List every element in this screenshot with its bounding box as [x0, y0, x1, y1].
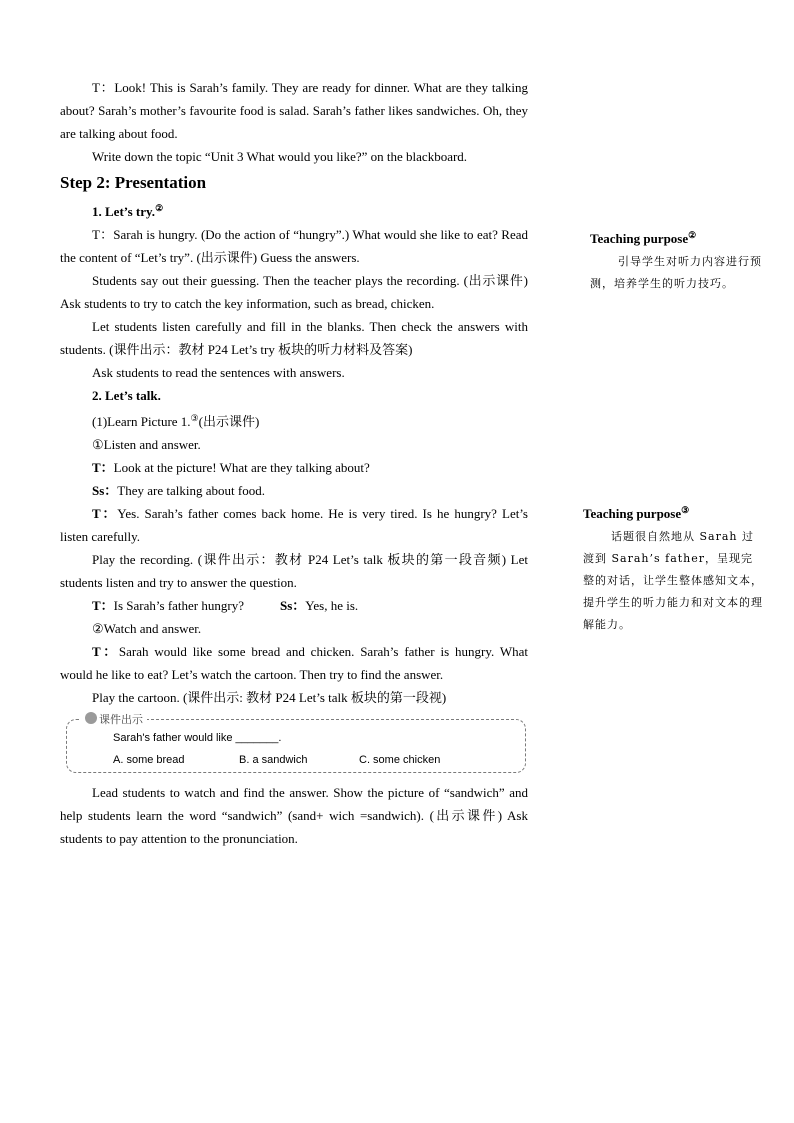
sidenote-title: Teaching purpose③	[583, 505, 690, 521]
try-paragraph-2: Students say out their guessing. Then the teacher plays the recording. (出示课件) Ask students to try to catch the key information, such as bread, chicken.	[60, 273, 528, 311]
lets-try-heading: 1. Let’s try.②	[92, 203, 164, 219]
sidenote-teaching-purpose-3	[583, 505, 763, 636]
footnote-mark-3: ③	[190, 413, 199, 423]
lets-talk-heading: 2. Let’s talk.	[92, 388, 161, 403]
dialogue-t2: T：Yes. Sarah’s father comes back home. He is very tired. Is he hungry? Let’s listen carefully.	[60, 506, 528, 544]
dialogue-ss1: Ss：They are talking about food.	[92, 483, 265, 498]
intro-paragraph-1: T：Look! This is Sarah’s family. They are ready for dinner. What are they talking about? Sarah’s mother’s favourite food is salad. Sarah’s father likes sandwiches. Oh, they are talking about food.	[60, 80, 528, 141]
dialogue-t4: T：Sarah would like some bread and chicken. Sarah’s father is hungry. What would he like to eat? Let’s watch the cartoon. Then try to find the answer.	[60, 644, 529, 682]
courseware-options	[113, 754, 440, 766]
sidenote-title: Teaching purpose②	[590, 230, 697, 246]
courseware-box	[66, 713, 526, 773]
option-b: B. a sandwich	[239, 754, 308, 766]
lead-paragraph: Lead students to watch and find the answer. Show the picture of “sandwich” and help students learn the word “sandwich” (sand+ wich =sandwich). (出示课件) Ask students to pay attention to the pronunciation.	[60, 785, 528, 846]
intro-paragraph-2: Write down the topic “Unit 3 What would you like?” on the blackboard.	[92, 149, 468, 164]
listen-answer-line: ①Listen and answer.	[92, 437, 201, 452]
footnote-mark-2: ②	[155, 203, 164, 213]
courseware-question: Sarah's father would like _______.	[113, 732, 282, 744]
dialogue-t1: T：Look at the picture! What are they talking about?	[92, 460, 370, 475]
play-cartoon-paragraph: Play the cartoon. (课件出示: 教材 P24 Let’s talk 板块的第一段视)	[92, 690, 447, 705]
option-c: C. some chicken	[359, 754, 441, 766]
bullet-circle-icon	[85, 712, 97, 724]
sidenote-text: 引导学生对听力内容进行预测，培养学生的听力技巧。	[590, 255, 762, 290]
watch-answer-line: ②Watch and answer.	[92, 621, 202, 636]
try-paragraph-1: T：Sarah is hungry. (Do the action of “hungry”.) What would she like to eat? Read the content of “Let’s try”. (出示课件) Guess the answers.	[60, 227, 528, 265]
try-paragraph-3: Let students listen carefully and fill in the blanks. Then check the answers with students. (课件出示：教材 P24 Let’s try 板块的听力材料及答案)	[60, 319, 528, 357]
play-recording-paragraph: Play the recording. (课件出示：教材 P24 Let’s talk 板块的第一段音频) Let students listen and try to answer the question.	[60, 552, 528, 590]
try-paragraph-4: Ask students to read the sentences with answers.	[92, 365, 345, 380]
learn-picture-line: (1)Learn Picture 1.③(出示课件)	[92, 413, 260, 429]
option-a: A. some bread	[113, 754, 185, 766]
main-column	[60, 76, 528, 850]
sidenote-text: 话题很自然地从 Sarah 过渡到 Sarah’s father，呈现完整的对话，让学生整体感知文本，提升学生的听力能力和对文本的理解能力。	[583, 530, 763, 631]
step-2-heading: Step 2: Presentation	[60, 173, 207, 192]
sidenote-teaching-purpose-2	[590, 230, 770, 295]
courseware-box-title: 课件出示	[81, 711, 147, 727]
dialogue-t3: T：Is Sarah’s father hungry? Ss：Yes, he is.	[92, 598, 359, 613]
